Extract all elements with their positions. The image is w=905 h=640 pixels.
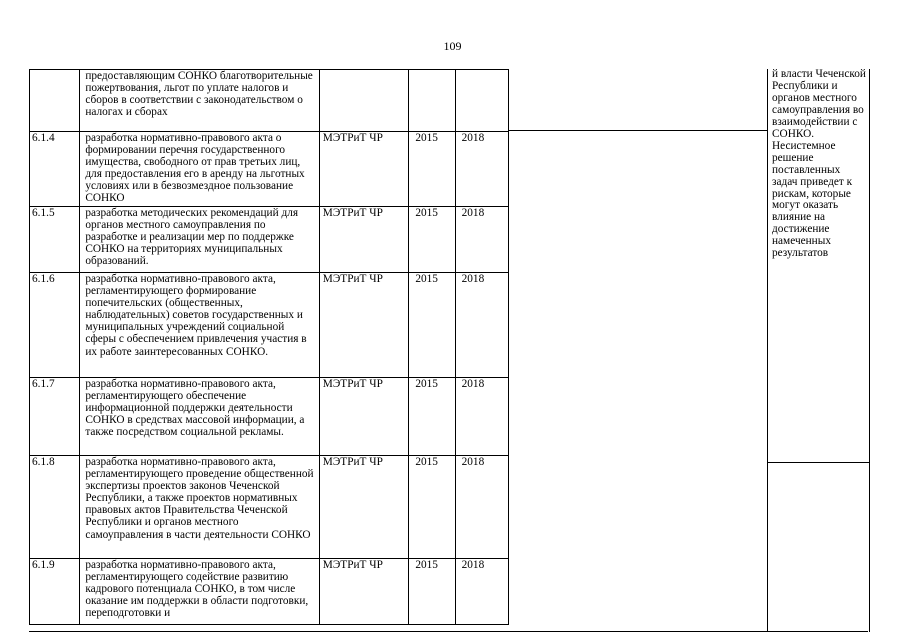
table-row [30,456,509,559]
section-divider [509,130,767,131]
table-row [30,378,509,456]
start-year-cell: 2015 [409,273,455,378]
measure-text: разработка нормативно-правового акта, регламентирующего формирование попечительских (общественных, наблюдательных) советов государственных и муниципальных учреждений социальной сферы с обеспечением привлечения участия в их работе заинтересованных СОНКО. [80,273,319,378]
risk-column [767,69,870,632]
executor-cell: МЭТРиТ ЧР [319,132,409,207]
executor-cell [319,70,409,132]
end-year-cell: 2018 [455,132,508,207]
end-year-cell [455,70,508,132]
end-year-cell: 2018 [455,378,508,456]
row-number: 6.1.8 [30,456,80,559]
row-number: 6.1.9 [30,559,80,625]
end-year-cell: 2018 [455,559,508,625]
page-number: 109 [443,39,462,53]
start-year-cell: 2015 [409,559,455,625]
table-row [30,132,509,207]
row-number: 6.1.7 [30,378,80,456]
start-year-cell: 2015 [409,456,455,559]
executor-cell: МЭТРиТ ЧР [319,559,409,625]
measure-text: разработка нормативно-правового акта, регламентирующего содействие развитию кадрового потенциала СОНКО, в том числе оказание им поддержки в области подготовки, переподготовки и [80,559,319,625]
executor-cell: МЭТРиТ ЧР [319,378,409,456]
measure-text: разработка нормативно-правового акта о формировании перечня государственного имущества, свободного от прав третьих лиц, для предоставления его в аренду на льготных условиях или в безвозмездное пользование СОНКО [80,132,319,207]
start-year-cell: 2015 [409,378,455,456]
measure-text: разработка нормативно-правового акта, регламентирующего проведение общественной экспертизы проектов законов Чеченской Республики, а также проектов нормативных правовых актов Правительства Чеченской Республики и органов местного самоуправления в части деятельности СОНКО [80,456,319,559]
table-row [30,70,509,132]
measures-table [29,69,509,625]
executor-cell: МЭТРиТ ЧР [319,456,409,559]
executor-cell: МЭТРиТ ЧР [319,273,409,378]
table-row [30,273,509,378]
row-number: 6.1.4 [30,132,80,207]
risk-column-divider [768,462,869,463]
start-year-cell [409,70,455,132]
page-bottom-border [29,631,868,632]
end-year-cell: 2018 [455,207,508,273]
table-row [30,559,509,625]
row-number: 6.1.5 [30,207,80,273]
table-row [30,207,509,273]
end-year-cell: 2018 [455,273,508,378]
start-year-cell: 2015 [409,207,455,273]
measure-text: разработка методических рекомендаций для органов местного самоуправления по разработке и реализации мер по поддержке СОНКО на территориях муниципальных образований. [80,207,319,273]
executor-cell: МЭТРиТ ЧР [319,207,409,273]
end-year-cell: 2018 [455,456,508,559]
row-number: 6.1.6 [30,273,80,378]
measure-text: предоставляющим СОНКО благотворительные пожертвования, льгот по уплате налогов и сборов в соответствии с законодательством о налогах и сборах [80,70,319,132]
row-number [30,70,80,132]
risk-note: й власти Чеченской Республики и органов местного самоуправления во взаимодействии с СОНКО. Несистемное решение поставленных задач приведет к рискам, которые могут оказать влияние на достижение намеченных результатов [772,68,866,260]
measure-text: разработка нормативно-правового акта, регламентирующего обеспечение информационной поддержки деятельности СОНКО в средствах массовой информации, а также посредством социальной рекламы. [80,378,319,456]
start-year-cell: 2015 [409,132,455,207]
